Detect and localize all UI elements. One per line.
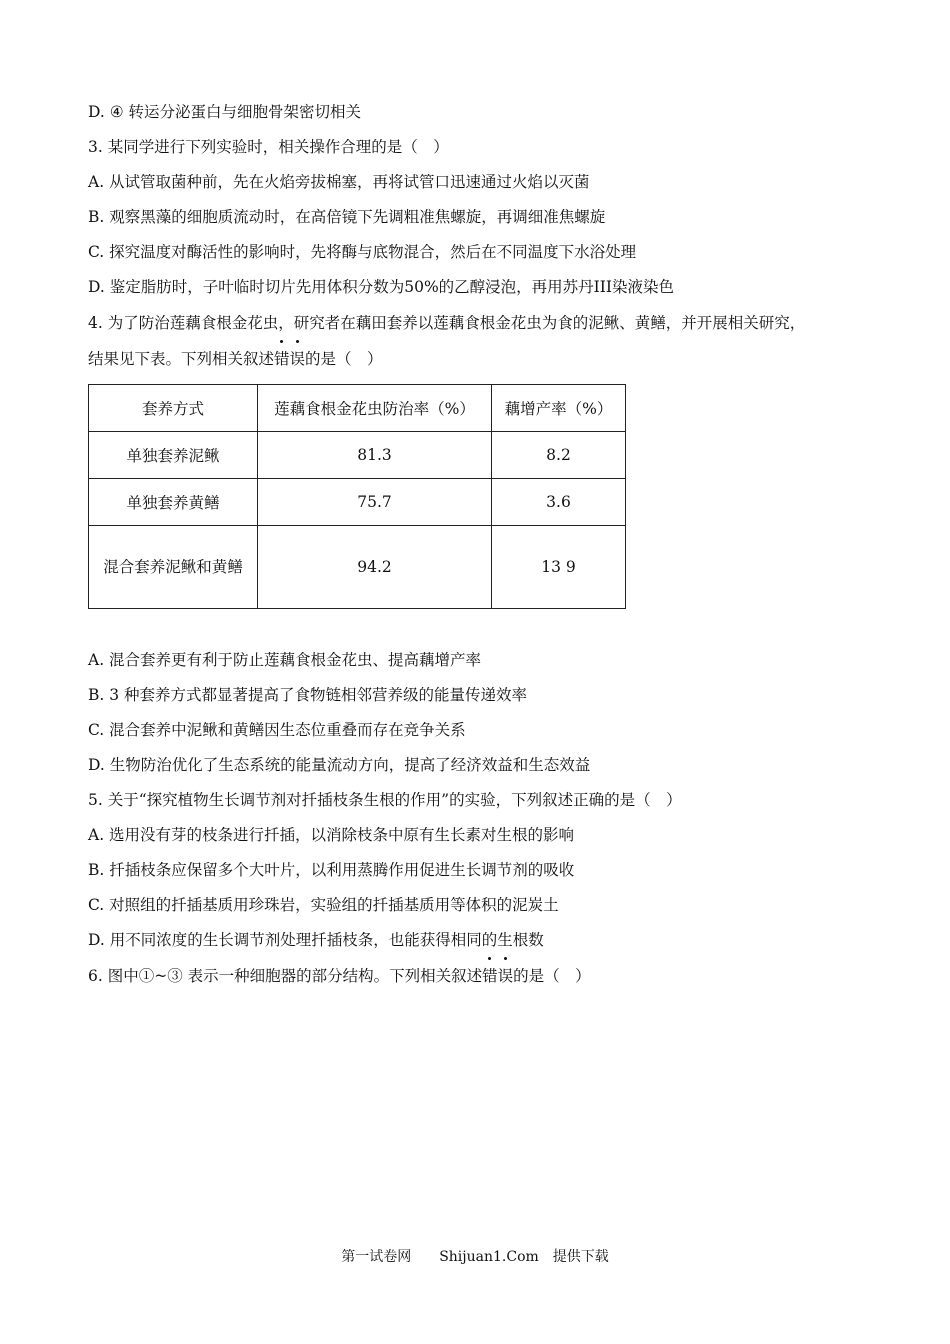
emphasized-word: 错误: [482, 967, 513, 985]
q5-option-d: D. 用不同浓度的生长调节剂处理扦插枝条，也能获得相同的生根数: [88, 931, 544, 949]
table-header-row: [89, 385, 626, 432]
table-header: 藕增产率（%）: [492, 385, 626, 432]
q4-stem-text-end: 的是（ ）: [305, 350, 383, 368]
table-row: [89, 432, 626, 479]
table-row: [89, 479, 626, 526]
emphasis-dots: [274, 340, 305, 346]
q4-stem-text: 结果见下表。下列相关叙述: [88, 350, 275, 368]
q6-stem-text-end: 的是（ ）: [513, 967, 591, 985]
table-cell: 13 9: [492, 526, 626, 609]
q3-option-a: A. 从试管取菌种前，先在火焰旁拔棉塞，再将试管口迅速通过火焰以灭菌: [88, 173, 590, 191]
q5-option-b: B. 扦插枝条应保留多个大叶片，以利用蒸腾作用促进生长调节剂的吸收: [88, 861, 575, 879]
emphasis-dots: [482, 957, 513, 963]
q4-stem-line1: 4. 为了防治莲藕食根金花虫，研究者在藕田套养以莲藕食根金花虫为食的泥鳅、黄鳝，并开展相关研究，: [88, 314, 806, 332]
q4-option-a: A. 混合套养更有利于防止莲藕食根金花虫、提高藕增产率: [88, 651, 482, 669]
q4-stem-line2: [88, 349, 383, 369]
results-table: [88, 384, 626, 609]
emphasized-word: 错误: [274, 350, 305, 368]
q5-option-c: C. 对照组的扦插基质用珍珠岩，实验组的扦插基质用等体积的泥炭土: [88, 896, 559, 914]
table-cell: 单独套养泥鳅: [89, 432, 258, 479]
q3-stem: 3. 某同学进行下列实验时，相关操作合理的是（ ）: [88, 138, 449, 156]
table-cell: 94.2: [258, 526, 492, 609]
table-cell: 单独套养黄鳝: [89, 479, 258, 526]
table-header: 莲藕食根金花虫防治率（%）: [258, 385, 492, 432]
q5-option-a: A. 选用没有芽的枝条进行扦插，以消除枝条中原有生长素对生根的影响: [88, 826, 575, 844]
table-cell: 3.6: [492, 479, 626, 526]
table-cell: 81.3: [258, 432, 492, 479]
table-cell: [89, 526, 258, 609]
q6-stem: [88, 966, 591, 986]
page-footer: 第一试卷网 Shijuan1.Com 提供下载: [341, 1249, 609, 1265]
q2-option-d: D. ④ 转运分泌蛋白与细胞骨架密切相关: [88, 103, 362, 121]
table-row: [89, 526, 626, 609]
table-header: 套养方式: [89, 385, 258, 432]
table-cell: 8.2: [492, 432, 626, 479]
q4-option-b: B. 3 种套养方式都显著提高了食物链相邻营养级的能量传递效率: [88, 686, 528, 704]
table-cell: 75.7: [258, 479, 492, 526]
q4-option-d: D. 生物防治优化了生态系统的能量流动方向，提高了经济效益和生态效益: [88, 756, 591, 774]
q4-option-c: C. 混合套养中泥鳅和黄鳝因生态位重叠而存在竞争关系: [88, 721, 466, 739]
q3-option-d: D. 鉴定脂肪时，子叶临时切片先用体积分数为50%的乙醇浸泡，再用苏丹III染液染色: [88, 278, 675, 296]
q6-stem-text: 6. 图中①~③ 表示一种细胞器的部分结构。下列相关叙述: [88, 967, 483, 985]
q5-stem: 5. 关于“探究植物生长调节剂对扦插枝条生根的作用”的实验，下列叙述正确的是（ ）: [88, 791, 682, 809]
table-cell-text: 混合套养泥鳅和黄鳝: [103, 558, 243, 576]
q3-option-c: C. 探究温度对酶活性的影响时，先将酶与底物混合，然后在不同温度下水浴处理: [88, 243, 637, 261]
q3-option-b: B. 观察黑藻的细胞质流动时，在高倍镜下先调粗准焦螺旋，再调细准焦螺旋: [88, 208, 606, 226]
